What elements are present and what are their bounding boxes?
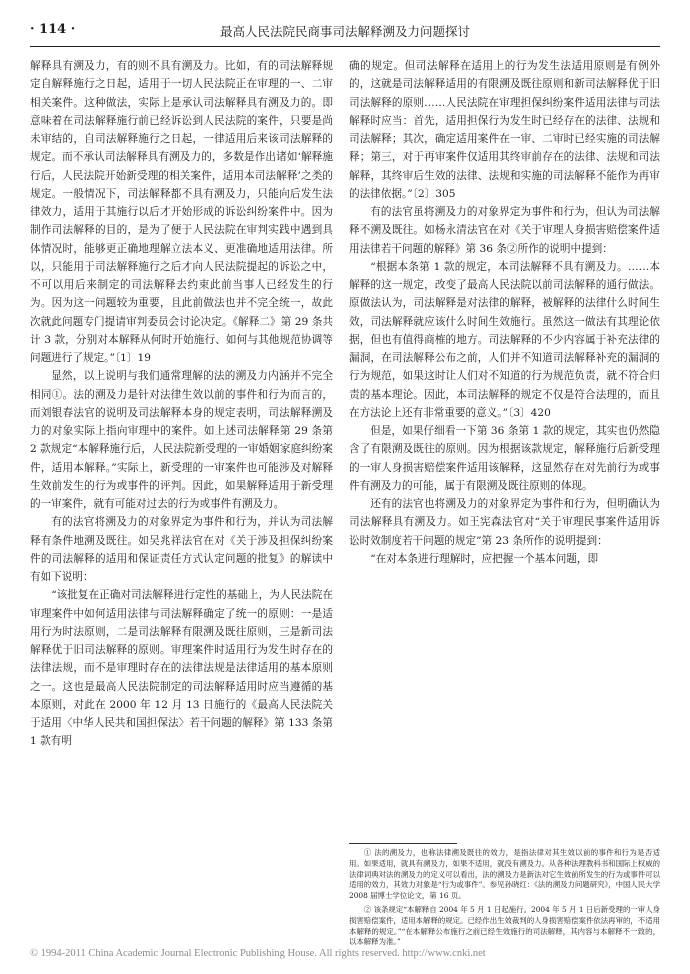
paragraph: “根据本条第 1 款的规定，本司法解释不具有溯及力。……本解释的这一规定，改变了最高人民法院以前司法解释的通行做法。原做法认为，司法解释是对法律的解释，被解释的法律什么时间生效，司法解释就应该什么时间生效施行。虽然这一做法有其理论依据，但也有值得商榷的地方。司法解释的不少内容属于补充法律的漏洞，在司法解释公布之前，人们并不知道司法解释补充的漏洞的行为规范，如果这时让人们对不知道的行为规范负责，就不符合归责的基本理论。因此，本司法解释的规定不仅是符合法理的，而且在方法论上还有非常重要的意义。”〔3〕420 xyxy=(349,260,660,419)
paragraph: 但是，如果仔细看一下第 36 条第 1 款的规定，其实也仍然隐含了有限溯及既往的原则。因为根据该款规定，解释施行后新受理的一审人身损害赔偿案件适用该解释，这显然存在对先前行为或事件有溯及力的可能，属于有限溯及既往原则的体现。 xyxy=(349,425,660,492)
paragraph: 解释具有溯及力，有的则不具有溯及力。比如，有的司法解释规定自解释施行之日起，适用于一切人民法院正在审理的一、二审相关案件。这种做法，实际上是承认司法解释具有溯及力的。即意味着在司法解释施行前已经诉讼到人民法院的案件，只要是尚未审结的，自司法解释施行之日起，一律适用后来该司法解释的规定。而不承认司法解释具有溯及力的，多数是作出诸如‘解释施行后，人民法院开始新受理的相关案件，适用本司法解释’之类的规定。一般情况下，司法解释都不具有溯及力，只能向后发生法律效力，适用于其施行以后才开始形成的诉讼纠纷案件中。因为制作司法解释的目的，是为了便于人民法院在审判实践中遇到具体情况时，能够更正确地理解立法本义、更准确地适用法律。所以，只能用于司法解释施行之后才向人民法院提起的诉讼之中，不可以用后来制定的司法解释去约束此前当事人已经发生的行为。因为这一问题较为重要，且此前做法也并不完全统一，故此次就此问题专门提请审判委员会讨论决定。《解释二》第 29 条共计 3 款，分别对本解释从何时开始施行、如何与其他规范协调等问题进行了规定。”〔1〕19 xyxy=(30,60,333,364)
running-title: 最高人民法院民商事司法解释溯及力问题探讨 xyxy=(219,24,470,39)
paragraph: 有的法官虽将溯及力的对象界定为事件和行为，但认为司法解释不溯及既往。如杨永清法官在对《关于审理人身损害赔偿案件适用法律若干问题的解释》第 36 条②所作的说明中提到： xyxy=(349,206,660,255)
page-number: · 114 · xyxy=(30,22,76,37)
footnote: ① 法的溯及力，也称法律溯及既往的效力，是指法律对其生效以前的事件和行为是否适用。如果适用，就具有溯及力，如果不适用，就没有溯及力。从各种法理教科书和国际上权威的法律词典对法的溯及力的定义可以看出，法的溯及力是新法对它生效前所发生的行为或事件可以适用的效力，其效力对象是“行为或事件”。参见孙晓红：《法的溯及力问题研究》，中国人民大学 2008 届博士学位论文，第 16 页。 xyxy=(349,848,660,901)
copyright-footer: © 1994-2011 China Academic Journal Electronic Publishing House. All rights reserved. http://www.cnki.net xyxy=(30,948,486,959)
paragraph: 还有的法官也将溯及力的对象界定为事件和行为，但明确认为司法解释具有溯及力。如王宪森法官对“关于审理民事案件适用诉讼时效制度若干问题的规定”第 23 条所作的说明提到： xyxy=(349,498,660,547)
footnotes xyxy=(349,848,660,951)
left-column xyxy=(30,57,333,751)
footnote-divider xyxy=(349,843,457,844)
running-header xyxy=(30,22,660,47)
right-column xyxy=(349,57,660,568)
paragraph: 显然，以上说明与我们通常理解的法的溯及力内涵并不完全相同①。法的溯及力是针对法律生效以前的事件和行为而言的，而刘银春法官的说明及司法解释本身的规定表明，司法解释溯及力的对象实际上指向审理中的案件。如上述司法解释第 29 条第 2 款规定“本解释施行后，人民法院新受理的一审婚姻家庭纠纷案件，适用本解释。”实际上，新受理的一审案件也可能涉及对解释生效前发生的行为或事件的评判。因此，如果解释适用于新受理的一审案件，就有可能对过去的行为或事件有溯及力。 xyxy=(30,370,333,510)
paragraph: “在对本条进行理解时，应把握一个基本问题，即 xyxy=(370,552,599,565)
paragraph: “该批复在正确对司法解释进行定性的基础上，为人民法院在审理案件中如何适用法律与司法解释确定了统一的原则：一是适用行为时法原则，二是司法解释有限溯及既往原则，三是新司法解释优于旧司法解释的原则。审理案件时适用行为发生时存在的法律法规，而不是审理时存在的法律法规是法律适用的基本原则之一。这也是最高人民法院制定的司法解释适用时应当遵循的基本原则，对此在 2000 年 12 月 13 日施行的《最高人民法院关于适用〈中华人民共和国担保法〉若干问题的解释》第 133 条第 1 款有明 xyxy=(30,589,333,748)
paragraph: 确的规定。但司法解释在适用上的行为发生法适用原则是有例外的，这就是司法解释适用的有限溯及既往原则和新司法解释优于旧司法解释的原则……人民法院在审理担保纠纷案件适用法律与司法解释时应当：首先，适用担保行为发生时已经存在的法律、法规和司法解释；其次，确定适用案件在一审、二审时已经实施的司法解释；第三，对于再审案件仅适用其终审前存在的法律、法规和司法解释，其终审后生效的法律、法规和实施的司法解释不能作为再审的法律依据。”〔2〕305 xyxy=(349,60,660,200)
paragraph: 有的法官将溯及力的对象界定为事件和行为，并认为司法解释有条件地溯及既往。如吴兆祥法官在对《关于涉及担保纠纷案件的司法解释的适用和保证责任方式认定问题的批复》的解读中有如下说明： xyxy=(30,516,333,583)
footnote: ② 该条规定“本解释自 2004 年 5 月 1 日起施行。2004 年 5 月 1 日后新受理的一审人身损害赔偿案件，适用本解释的规定。已经作出生效裁判的人身损害赔偿案件依法再审的，不适用本解释的规定。”“在本解释公布施行之前已经生效施行的司法解释，其内容与本解释不一致的，以本解释为准。” xyxy=(349,904,660,947)
